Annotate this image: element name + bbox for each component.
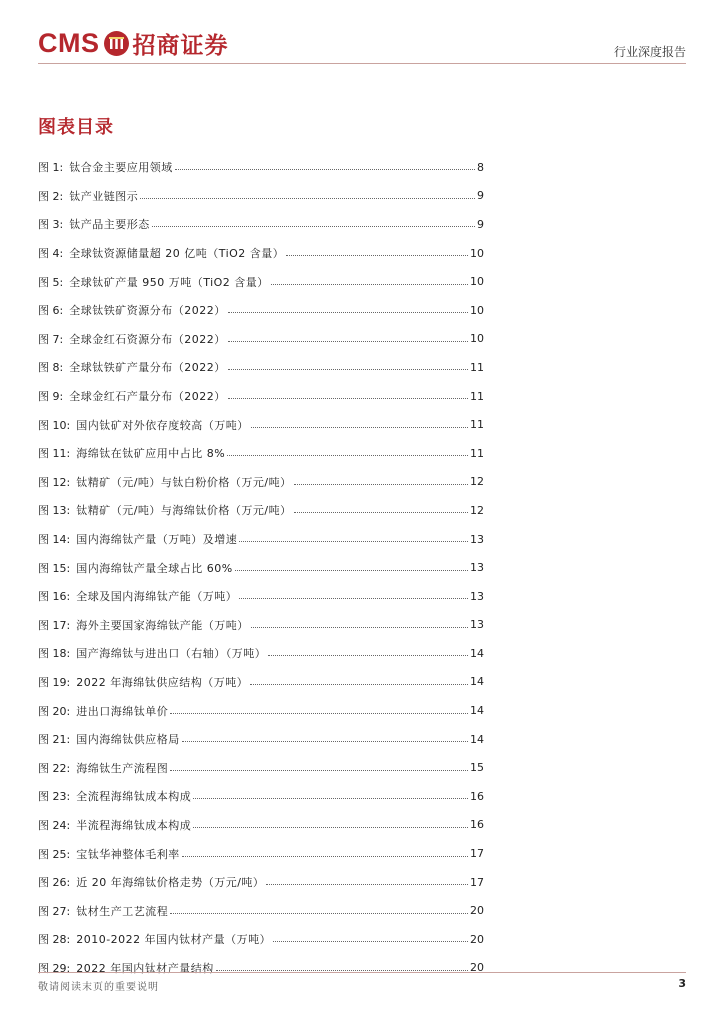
toc-entry[interactable] [38,868,484,897]
toc-entry[interactable] [38,553,484,582]
figure-caption: 2022 年海绵钛供应结构（万吨） [76,675,249,689]
figure-caption: 全球钛资源储量超 20 亿吨（TiO2 含量） [69,247,285,261]
logo-chinese-text: 招商证券 [132,31,229,59]
toc-entry[interactable] [38,753,484,782]
page-ref: 13 [470,561,484,575]
figure-number: 图 4: [38,247,64,261]
page-ref: 13 [470,589,484,603]
figure-caption: 钛材生产工艺流程 [76,904,169,918]
page-ref: 9 [477,189,484,203]
figure-list [38,153,484,982]
toc-entry[interactable] [38,353,484,382]
figure-caption: 全球金红石资源分布（2022） [69,332,226,346]
toc-entry[interactable] [38,811,484,840]
dot-leader [251,619,468,628]
header-divider [38,63,686,64]
dot-leader [228,304,468,313]
figure-number: 图 20: [38,704,71,718]
page-ref: 15 [470,761,484,775]
report-type-label: 行业深度报告 [613,45,686,59]
figure-number: 图 24: [38,818,71,832]
figure-caption: 钛产业链图示 [69,189,139,203]
toc-title: 图表目录 [38,117,114,138]
figure-number: 图 7: [38,332,64,346]
logo-badge-icon [104,31,129,56]
page-ref: 14 [470,732,484,746]
figure-caption: 钛精矿（元/吨）与钛白粉价格（万元/吨） [76,475,292,489]
figure-number: 图 6: [38,304,64,318]
figure-caption: 国内海绵钛供应格局 [76,733,180,747]
figure-caption: 钛产品主要形态 [69,218,150,232]
figure-number: 图 14: [38,533,71,547]
page-ref: 14 [470,646,484,660]
dot-leader [193,790,468,799]
figure-number: 图 3: [38,218,64,232]
dot-leader [235,562,468,571]
toc-entry[interactable] [38,410,484,439]
dot-leader [170,762,468,771]
dot-leader [250,676,468,685]
figure-number: 图 2: [38,189,64,203]
page-ref: 9 [477,217,484,231]
figure-number: 图 10: [38,418,71,432]
toc-entry[interactable] [38,725,484,754]
figure-caption: 全球及国内海绵钛产能（万吨） [76,590,238,604]
page-ref: 16 [470,818,484,832]
dot-leader [175,161,475,170]
figure-number: 图 11: [38,447,71,461]
page-ref: 11 [470,389,484,403]
page-ref: 10 [470,275,484,289]
toc-entry[interactable] [38,839,484,868]
figure-caption: 全球钛铁矿资源分布（2022） [69,304,226,318]
toc-entry[interactable] [38,582,484,611]
dot-leader [273,933,468,942]
toc-entry[interactable] [38,496,484,525]
figure-number: 图 8: [38,361,64,375]
dot-leader [266,876,468,885]
figure-caption: 全球金红石产量分布（2022） [69,390,226,404]
dot-leader [193,819,468,828]
dot-leader [216,962,468,971]
page-ref: 14 [470,675,484,689]
dot-leader [170,905,468,914]
figure-caption: 近 20 年海绵钛价格走势（万元/吨） [76,876,265,890]
dot-leader [152,218,475,227]
toc-entry[interactable] [38,696,484,725]
page-ref: 12 [470,475,484,489]
toc-entry[interactable] [38,210,484,239]
figure-number: 图 12: [38,475,71,489]
page-ref: 13 [470,532,484,546]
figure-number: 图 21: [38,733,71,747]
dot-leader [140,190,475,199]
dot-leader [239,533,468,542]
toc-entry[interactable] [38,182,484,211]
figure-caption: 半流程海绵钛成本构成 [76,818,192,832]
figure-caption: 海外主要国家海绵钛产能（万吨） [76,618,249,632]
dot-leader [239,590,468,599]
page-ref: 20 [470,904,484,918]
dot-leader [170,705,468,714]
figure-caption: 国内海绵钛产量（万吨）及增速 [76,533,238,547]
figure-caption: 海绵钛在钛矿应用中占比 8% [76,447,226,461]
toc-entry[interactable] [38,782,484,811]
figure-caption: 进出口海绵钛单价 [76,704,169,718]
footer-disclaimer: 敬请阅读末页的重要说明 [38,982,159,993]
figure-caption: 钛精矿（元/吨）与海绵钛价格（万元/吨） [76,504,292,518]
page-ref: 16 [470,789,484,803]
dot-leader [228,390,468,399]
figure-caption: 宝钛华神整体毛利率 [76,847,180,861]
dot-leader [182,733,468,742]
dot-leader [286,247,468,256]
figure-number: 图 27: [38,904,71,918]
figure-number: 图 13: [38,504,71,518]
figure-number: 图 9: [38,390,64,404]
figure-caption: 钛合金主要应用领域 [69,161,173,175]
dot-leader [271,276,468,285]
dot-leader [228,361,468,370]
toc-entry[interactable] [38,439,484,468]
dot-leader [227,447,468,456]
page-ref: 10 [470,246,484,260]
figure-caption: 国产海绵钛与进出口（右轴）（万吨） [76,647,267,661]
page-ref: 11 [470,418,484,432]
footer-divider [38,972,686,973]
page-ref: 17 [470,875,484,889]
dot-leader [228,333,468,342]
logo-latin-text: CMS [38,27,100,58]
page-ref: 10 [470,303,484,317]
figure-number: 图 15: [38,561,71,575]
dot-leader [294,476,468,485]
toc-entry[interactable] [38,896,484,925]
page-ref: 17 [470,847,484,861]
toc-entry[interactable] [38,382,484,411]
page-ref: 14 [470,704,484,718]
toc-entry[interactable] [38,267,484,296]
page-ref: 10 [470,332,484,346]
figure-number: 图 19: [38,675,71,689]
toc-entry[interactable] [38,239,484,268]
figure-caption: 2022 年国内钛材产量结构 [76,961,214,975]
dot-leader [182,848,468,857]
dot-leader [268,647,468,656]
page-number: 3 [678,977,686,990]
figure-caption: 2010-2022 年国内钛材产量（万吨） [76,933,272,947]
figure-number: 图 1: [38,161,64,175]
figure-caption: 国内钛矿对外依存度较高（万吨） [76,418,249,432]
figure-number: 图 16: [38,590,71,604]
figure-caption: 全球钛铁矿产量分布（2022） [69,361,226,375]
figure-caption: 全球钛矿产量 950 万吨（TiO2 含量） [69,275,269,289]
figure-number: 图 29: [38,961,71,975]
toc-entry[interactable] [38,668,484,697]
page-ref: 20 [470,961,484,975]
figure-number: 图 22: [38,761,71,775]
figure-number: 图 23: [38,790,71,804]
toc-entry[interactable] [38,153,484,182]
page-ref: 11 [470,446,484,460]
page-ref: 13 [470,618,484,632]
figure-number: 图 26: [38,876,71,890]
toc-entry[interactable] [38,325,484,354]
figure-number: 图 18: [38,647,71,661]
dot-leader [294,504,468,513]
toc-entry[interactable] [38,525,484,554]
figure-caption: 海绵钛生产流程图 [76,761,169,775]
figure-caption: 全流程海绵钛成本构成 [76,790,192,804]
dot-leader [251,419,468,428]
page-ref: 8 [477,160,484,174]
toc-entry[interactable] [38,925,484,954]
toc-entry[interactable] [38,296,484,325]
toc-entry[interactable] [38,639,484,668]
figure-number: 图 5: [38,275,64,289]
company-logo [38,26,229,60]
toc-entry[interactable] [38,468,484,497]
page-ref: 11 [470,360,484,374]
figure-caption: 国内海绵钛产量全球占比 60% [76,561,233,575]
toc-entry[interactable] [38,611,484,640]
page-ref: 20 [470,932,484,946]
figure-number: 图 25: [38,847,71,861]
figure-number: 图 17: [38,618,71,632]
figure-number: 图 28: [38,933,71,947]
page-ref: 12 [470,503,484,517]
